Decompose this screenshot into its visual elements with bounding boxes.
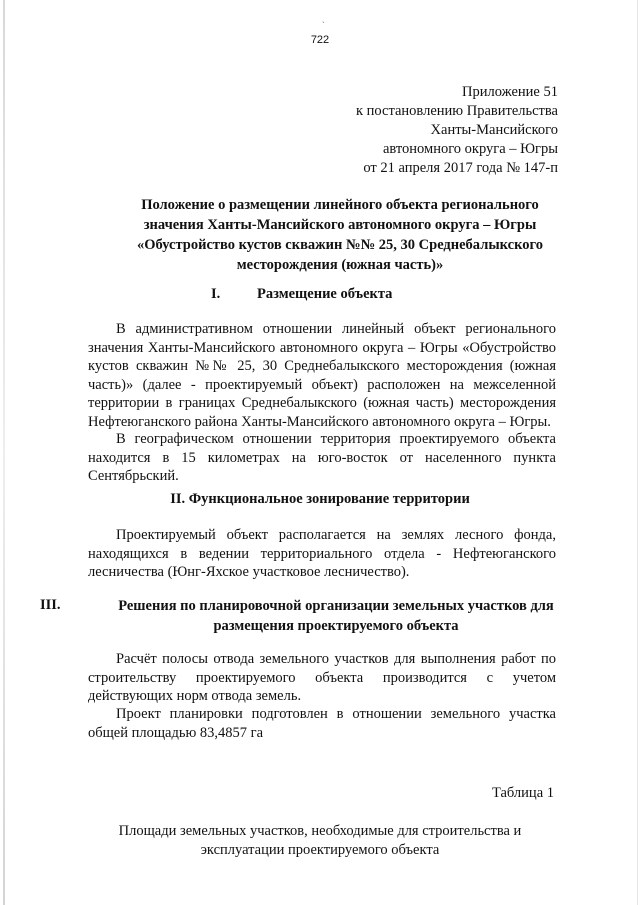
section-3-heading-line: Решения по планировочной организации земельных участков для [118, 598, 554, 614]
section-2-heading: II. Функциональное зонирование территории [170, 491, 470, 507]
section-3-number: III. [40, 597, 61, 613]
title-line: Положение о размещении линейного объекта регионального [141, 197, 539, 213]
table-title-line: Площади земельных участков, необходимые для строительства и [118, 823, 522, 839]
section-3-heading-line: размещения проектируемого объекта [213, 618, 459, 634]
section-2-paragraph-1: Проектируемый объект располагается на землях лесного фонда, находящихся в ведении территориального отдела - Нефтеюганского лесничества (Юнг-Яхское участковое лесничество). [88, 527, 556, 580]
title-line: месторождения (южная часть)» [236, 257, 444, 273]
appendix-line: Приложение 51 [462, 84, 558, 100]
appendix-line: от 21 апреля 2017 года № 147-п [363, 160, 558, 176]
section-1-paragraph-2: В географическом отношении территория проектируемого объекта находится в 15 километрах на юго-восток от населенного пункта Сентябрьский. [88, 431, 556, 484]
title-line: «Обустройство кустов скважин №№ 25, 30 Среднебалыкского [137, 237, 543, 253]
section-1-number: I. [211, 286, 221, 302]
table-label: Таблица 1 [491, 785, 554, 801]
appendix-line: к постановлению Правительства [356, 103, 558, 119]
section-3-paragraph-1: Расчёт полосы отвода земельного участков для выполнения работ по строительству проектируемого объекта производится с учетом действующих норм отвода земель. [88, 651, 556, 704]
section-3-heading [96, 596, 576, 636]
table-title-line: эксплуатации проектируемого объекта [200, 842, 440, 858]
appendix-line: Ханты-Мансийского [430, 122, 558, 138]
page-number: 722 [310, 34, 330, 46]
section-3-paragraph-2: Проект планировки подготовлен в отношении земельного участка общей площадью 83,4857 га [88, 706, 556, 741]
scan-speck: ˎ [322, 14, 325, 23]
document-title [90, 195, 590, 275]
appendix-block [356, 83, 558, 178]
section-1-paragraph-1: В административном отношении линейный объект регионального значения Ханты-Мансийского автономного округа – Югры «Обустройство кустов скважин №№ 25, 30 Среднебалыкского месторождения (южная часть)» (далее - проектируемый объект) расположен на межселенной территории в границах Среднебалыкского (южная часть) месторождения Нефтеюганского района Ханты-Мансийского автономного округа – Югры. [88, 321, 556, 430]
title-line: значения Ханты-Мансийского автономного округа – Югры [143, 217, 537, 233]
section-1-heading: Размещение объекта [257, 286, 393, 302]
appendix-line: автономного округа – Югры [382, 141, 558, 157]
scan-edge-left [3, 0, 5, 905]
scan-edge-right [637, 0, 638, 905]
table-title [100, 822, 540, 860]
